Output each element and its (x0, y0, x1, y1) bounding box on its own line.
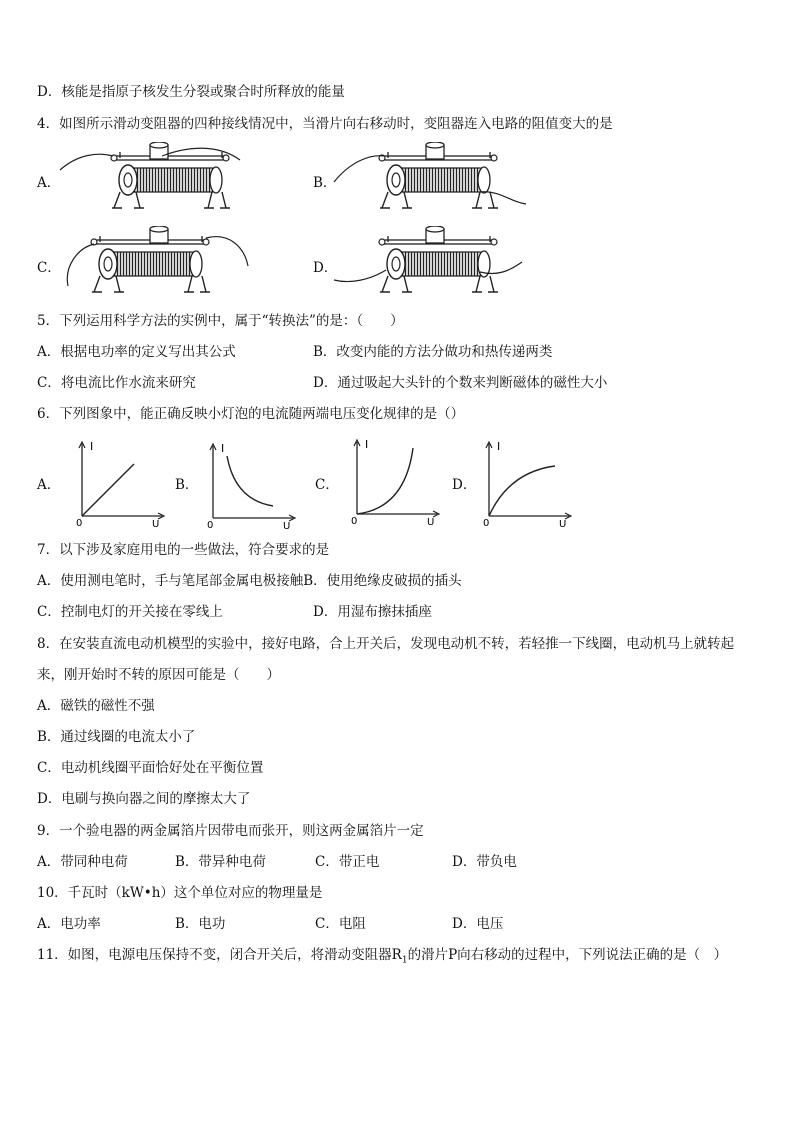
rheostat-figure-c (58, 226, 258, 301)
q10-stem: 10．千瓦时（kW•h）这个单位对应的物理量是 (37, 885, 323, 901)
q7-option-c: C．控制电灯的开关接在零线上 (37, 604, 223, 620)
q5-option-b: B．改变内能的方法分做功和热传递两类 (313, 344, 553, 360)
q11-stem-part1: 11．如图，电源电压保持不变，闭合开关后，将滑动变阻器R (37, 947, 402, 963)
q7-stem: 7．以下涉及家庭用电的一些做法，符合要求的是 (37, 542, 330, 558)
q9-option-b: B．带异种电荷 (175, 854, 266, 870)
q5-stem: 5．下列运用科学方法的实例中，属于“转换法”的是：（ ） (37, 313, 404, 329)
q4-label-d: D． (313, 260, 338, 276)
origin-label: 0 (483, 518, 490, 528)
graph-d (479, 436, 574, 528)
curve-b (227, 456, 273, 506)
axis-u-label: U (152, 519, 160, 528)
q8-option-b: B．通过线圈的电流太小了 (37, 729, 196, 745)
graph-c (347, 434, 442, 526)
q8-stem-line2: 来，刚开始时不转的原因可能是（ ） (37, 667, 280, 683)
q10-option-d: D．电压 (452, 916, 504, 932)
q9-option-d: D．带负电 (452, 854, 517, 870)
q4-label-b: B． (313, 175, 337, 191)
q9-stem: 9．一个验电器的两金属箔片因带电而张开，则这两金属箔片一定 (37, 823, 424, 839)
q6-label-d: D． (452, 477, 477, 493)
axis-u-label: U (427, 517, 435, 526)
q11-stem-part2: 的滑片P向右移动的过程中，下列说法正确的是（ ） (407, 947, 728, 963)
graph-b (203, 438, 298, 530)
q6-label-a: A． (37, 477, 61, 493)
rheostat-figure-b (330, 142, 530, 217)
q11-stem (37, 946, 727, 970)
curve-c (357, 448, 413, 514)
axis-i-label: I (497, 440, 501, 453)
q4-stem: 4．如图所示滑动变阻器的四种接线情况中，当滑片向右移动时，变阻器连入电路的阻值变大的是 (37, 116, 613, 132)
q8-option-a: A．磁铁的磁性不强 (37, 698, 155, 714)
q8-stem-line1: 8．在安装直流电动机模型的实验中，接好电路，合上开关后，发现电动机不转，若轻推一下线圈，电动机马上就转起 (37, 636, 735, 652)
curve-d (489, 466, 555, 516)
q9-option-c: C．带正电 (315, 854, 380, 870)
axis-i-label: I (365, 438, 369, 451)
q5-option-c: C．将电流比作水流来研究 (37, 375, 196, 391)
origin-label: 0 (207, 520, 214, 530)
q4-label-c: C． (37, 260, 61, 276)
q7-options-ab: A．使用测电笔时，手与笔尾部金属电极接触B．使用绝缘皮破损的插头 (37, 573, 462, 589)
q5-option-a: A．根据电功率的定义写出其公式 (37, 344, 236, 360)
q7-option-d: D．用湿布擦抹插座 (313, 604, 432, 620)
q4-label-a: A． (37, 175, 61, 191)
rheostat-figure-d (330, 226, 530, 301)
rheostat-figure-a (58, 142, 258, 217)
q10-option-a: A．电功率 (37, 916, 101, 932)
q6-label-b: B． (175, 477, 199, 493)
graph-a (72, 436, 167, 528)
q8-option-d: D．电刷与换向器之间的摩擦太大了 (37, 791, 251, 807)
q6-label-c: C． (315, 477, 339, 493)
q10-option-b: B．电功 (175, 916, 226, 932)
q5-option-d: D．通过吸起大头针的个数来判断磁体的磁性大小 (313, 375, 608, 391)
curve-a (82, 464, 134, 516)
q11-subscript: 1 (401, 955, 408, 966)
q8-option-c: C．电动机线圈平面恰好处在平衡位置 (37, 760, 264, 776)
axis-u-label: U (283, 521, 291, 530)
axis-i-label: I (90, 440, 94, 453)
q3-option-d: D．核能是指原子核发生分裂或聚合时所释放的能量 (37, 84, 345, 100)
axis-i-label: I (221, 442, 225, 455)
q10-option-c: C．电阻 (315, 916, 366, 932)
q9-option-a: A．带同种电荷 (37, 854, 128, 870)
axis-u-label: U (559, 519, 567, 528)
origin-label: 0 (76, 518, 83, 528)
origin-label: 0 (351, 516, 358, 526)
q6-stem: 6．下列图象中，能正确反映小灯泡的电流随两端电压变化规律的是（） (37, 406, 465, 422)
